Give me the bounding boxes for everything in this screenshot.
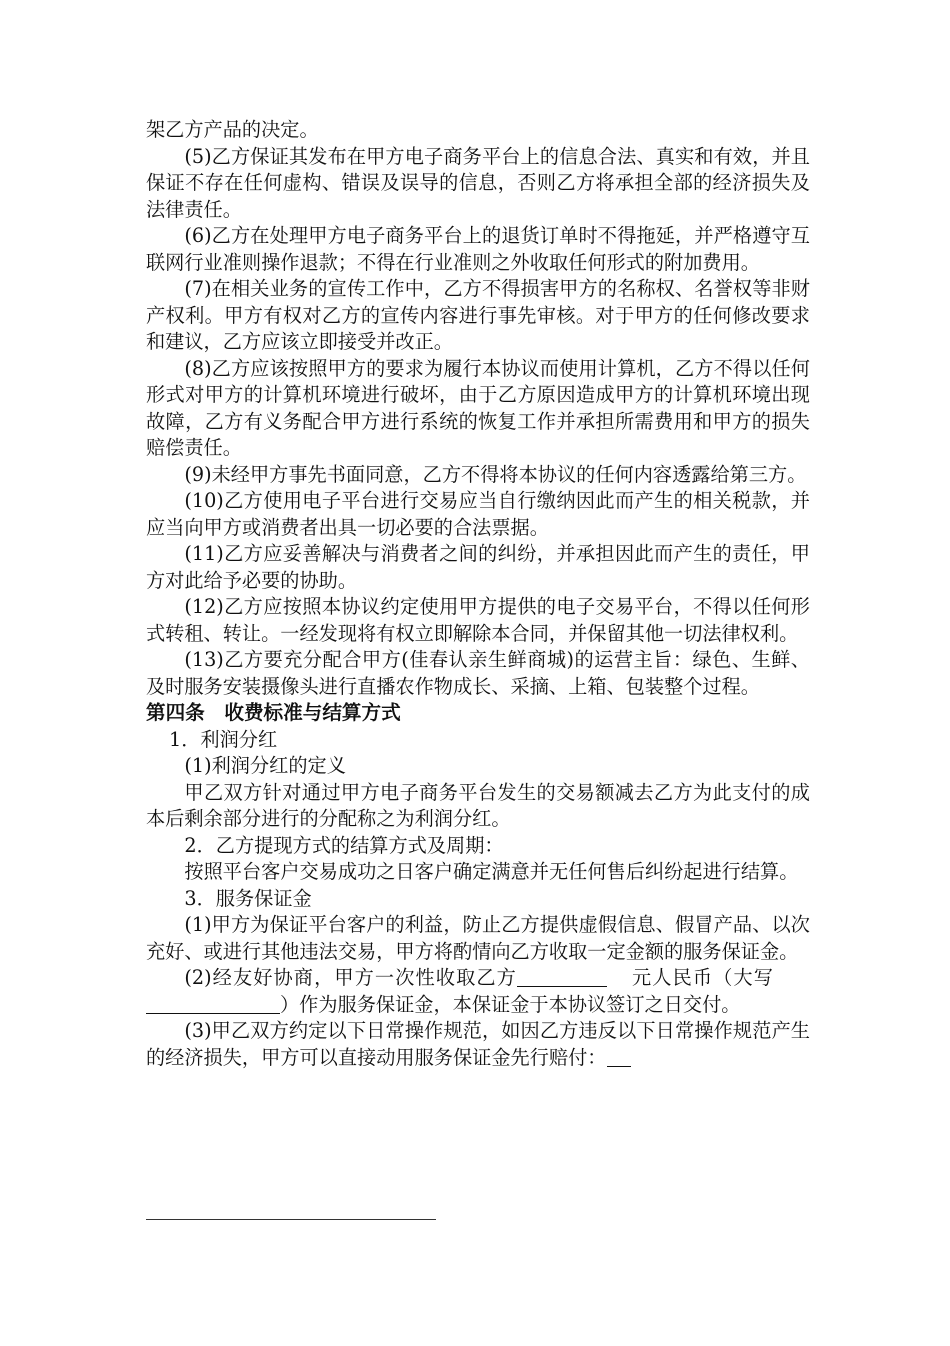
section-3-title: 3．服务保证金 (184, 886, 312, 910)
clause-5: (5)乙方保证其发布在甲方电子商务平台上的信息合法、真实和有效，并且保证不存在任何虚构、错误及误导的信息，否则乙方将承担全部的经济损失及法律责任。 (146, 144, 810, 221)
clause-10: (10)乙方使用电子平台进行交易应当自行缴纳因此而产生的相关税款，并应当向甲方或消费者出具一切必要的合法票据。 (146, 489, 810, 539)
clause-6: (6)乙方在处理甲方电子商务平台上的退货订单时不得拖延，并严格遵守互联网行业准则操作退款；不得在行业准则之外收取任何形式的附加费用。 (146, 224, 810, 274)
clause-13: (13)乙方要充分配合甲方(佳春认亲生鲜商城)的运营主旨：绿色、生鲜、及时服务安装摄像头进行直播农作物成长、采摘、上箱、包装整个过程。 (146, 648, 810, 698)
deposit-text-b: 元人民币（大写 (630, 966, 774, 989)
amount-words-blank (146, 993, 280, 1013)
section-3-clause-2 (146, 965, 810, 1018)
compensation-blank (607, 1046, 631, 1066)
paragraph-continuation: 架乙方产品的决定。 (146, 118, 319, 141)
article-4-heading: 第四条 收费标准与结算方式 (146, 701, 401, 724)
clause-9: (9)未经甲方事先书面同意，乙方不得将本协议的任何内容透露给第三方。 (184, 462, 807, 486)
document-body (146, 117, 810, 1071)
clause-3-text: (3)甲乙双方约定以下日常操作规范，如因乙方违反以下日常操作规范产生的经济损失，甲方可以直接动用服务保证金先行赔付： (146, 1019, 810, 1069)
amount-blank (517, 967, 607, 987)
section-1-title: 1．利润分红 (169, 727, 278, 751)
section-3-clause-1: (1)甲方为保证平台客户的利益，防止乙方提供虚假信息、假冒产品、以次充好、或进行其他违法交易，甲方将酌情向乙方收取一定金额的服务保证金。 (146, 913, 810, 963)
deposit-text-c: ）作为服务保证金，本保证金于本协议签订之日交付。 (280, 992, 741, 1016)
section-3-clause-3 (146, 1018, 810, 1071)
clause-7: (7)在相关业务的宣传工作中，乙方不得损害甲方的名称权、名誉权等非财产权利。甲方有权对乙方的宣传内容进行事先审核。对于甲方的任何修改要求和建议，乙方应该立即接受并改正。 (146, 277, 810, 353)
clause-8: (8)乙方应该按照甲方的要求为履行本协议而使用计算机，乙方不得以任何形式对甲方的计算机环境进行破坏，由于乙方原因造成甲方的计算机环境出现故障，乙方有义务配合甲方进行系统的恢复工作并承担所需费用和甲方的损失赔偿责任。 (146, 356, 810, 459)
section-1-subtitle: (1)利润分红的定义 (184, 754, 346, 777)
section-2-body: 按照平台客户交易成功之日客户确定满意并无任何售后纠纷起进行结算。 (184, 860, 799, 883)
bottom-rule (146, 1219, 436, 1220)
deposit-text-a: (2)经友好协商，甲方一次性收取乙方 (184, 966, 517, 989)
section-2-title: 2．乙方提现方式的结算方式及周期： (184, 833, 504, 857)
clause-11: (11)乙方应妥善解决与消费者之间的纠纷，并承担因此而产生的责任，甲方对此给予必要的协助。 (146, 542, 810, 592)
section-1-body: 甲乙双方针对通过甲方电子商务平台发生的交易额减去乙方为此支付的成本后剩余部分进行的分配称之为利润分红。 (146, 780, 810, 830)
clause-12: (12)乙方应按照本协议约定使用甲方提供的电子交易平台，不得以任何形式转租、转让。一经发现将有权立即解除本合同，并保留其他一切法律权利。 (146, 595, 810, 645)
